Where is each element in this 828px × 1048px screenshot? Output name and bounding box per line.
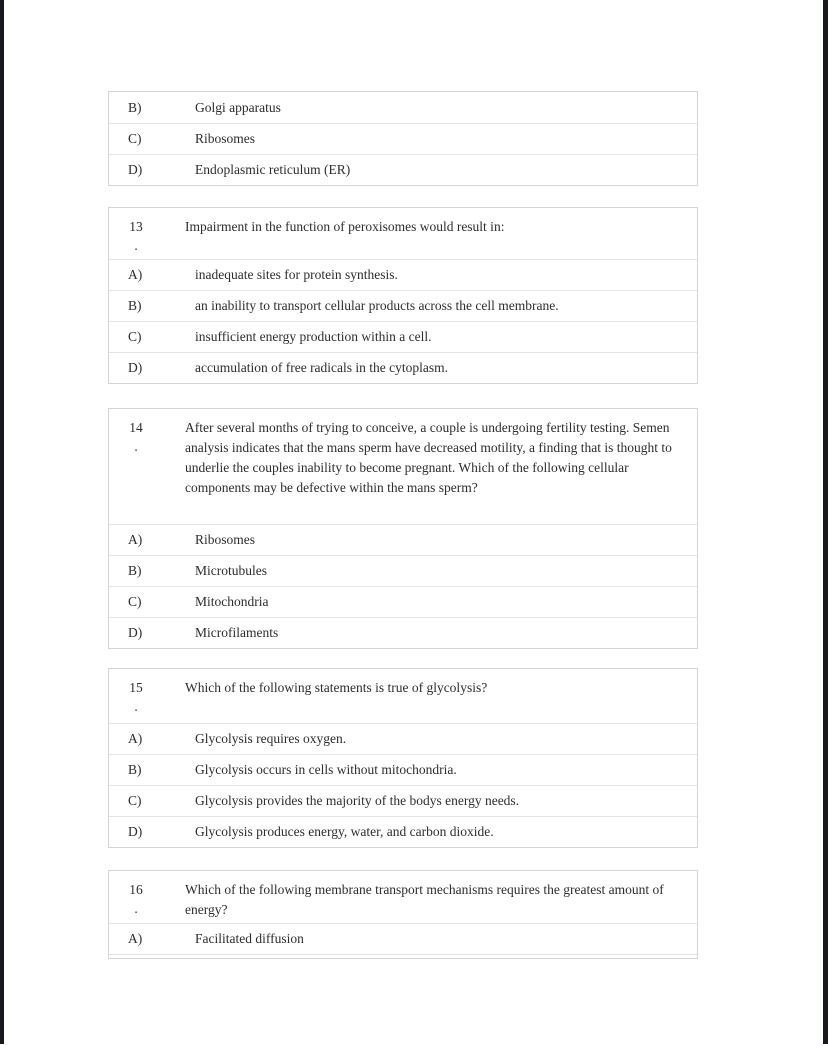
option-row xyxy=(109,321,697,352)
option-letter: B) xyxy=(128,99,142,115)
question-number-value: 16 xyxy=(129,882,143,897)
option-text: Microtubules xyxy=(195,563,267,578)
option-text: Glycolysis occurs in cells without mitochondria. xyxy=(195,762,457,777)
option-letter: B) xyxy=(128,762,142,777)
question-row xyxy=(109,871,697,923)
option-text: insufficient energy production within a cell. xyxy=(195,329,432,344)
question-table-15 xyxy=(108,668,698,848)
question-number xyxy=(109,208,185,259)
option-row xyxy=(109,617,697,648)
question-number xyxy=(109,669,185,723)
question-text: Which of the following membrane transport mechanisms requires the greatest amount of energy? xyxy=(185,882,664,917)
page-edge-left xyxy=(0,0,4,1044)
option-text: Microfilaments xyxy=(195,625,279,640)
question-number-period: . xyxy=(134,439,138,454)
option-text: Glycolysis provides the majority of the bodys energy needs. xyxy=(195,793,520,808)
option-row xyxy=(109,524,697,555)
option-text: an inability to transport cellular products across the cell membrane. xyxy=(195,298,559,313)
option-letter: C) xyxy=(128,594,142,609)
option-text: accumulation of free radicals in the cytoplasm. xyxy=(195,360,449,375)
option-row xyxy=(109,785,697,816)
option-row xyxy=(109,555,697,586)
option-text: Ribosomes xyxy=(195,532,256,547)
option-text: Ribosomes xyxy=(195,131,256,146)
question-number-period: . xyxy=(134,699,138,714)
option-letter: A) xyxy=(128,267,143,282)
question-row xyxy=(109,409,697,524)
option-text: Facilitated diffusion xyxy=(195,931,304,946)
option-letter: A) xyxy=(128,931,143,946)
option-letter: C) xyxy=(128,329,142,344)
question-number-period: . xyxy=(134,901,138,916)
question-number-value: 14 xyxy=(129,420,143,435)
question-text: After several months of trying to conceive, a couple is undergoing fertility testing. Semen analysis indicates that the mans sperm have decreased motility, a finding that is thought to underlie the couples inability to become pregnant. Which of the following cellular components may be defective within the mans sperm? xyxy=(185,420,672,495)
option-row xyxy=(109,723,697,754)
option-row xyxy=(109,923,697,954)
question-text: Impairment in the function of peroxisomes would result in: xyxy=(185,219,505,234)
question-table-13 xyxy=(108,207,698,384)
question-number-value: 13 xyxy=(129,219,143,234)
question-number-period: . xyxy=(134,238,138,253)
option-letter: B) xyxy=(128,563,142,578)
option-row xyxy=(109,154,697,185)
question-row xyxy=(109,669,697,723)
question-table-partial xyxy=(108,91,698,186)
question-table-16 xyxy=(108,870,698,959)
option-letter: C) xyxy=(128,131,142,146)
question-number xyxy=(109,871,185,923)
option-row xyxy=(109,816,697,847)
option-text: Golgi apparatus xyxy=(195,99,281,115)
page-edge-right xyxy=(823,0,828,1044)
option-letter: C) xyxy=(128,793,142,808)
option-text: Endoplasmic reticulum (ER) xyxy=(195,162,351,177)
option-text: inadequate sites for protein synthesis. xyxy=(195,267,398,282)
question-row xyxy=(109,208,697,259)
question-text: Which of the following statements is true of glycolysis? xyxy=(185,680,488,695)
question-number-value: 15 xyxy=(129,680,143,695)
option-letter: B) xyxy=(128,298,142,313)
option-text: Mitochondria xyxy=(195,594,269,609)
option-row xyxy=(109,754,697,785)
clipped-next-row xyxy=(109,954,697,958)
question-table-14 xyxy=(108,408,698,649)
option-text: Glycolysis requires oxygen. xyxy=(195,731,347,746)
option-row xyxy=(109,123,697,154)
option-row xyxy=(109,586,697,617)
option-row xyxy=(109,352,697,383)
option-letter: D) xyxy=(128,824,143,839)
option-letter: D) xyxy=(128,162,143,177)
option-row xyxy=(109,92,697,123)
option-letter: A) xyxy=(128,731,143,746)
option-letter: D) xyxy=(128,360,143,375)
option-row xyxy=(109,290,697,321)
option-row xyxy=(109,259,697,290)
option-letter: D) xyxy=(128,625,143,640)
option-letter: A) xyxy=(128,532,143,547)
option-text: Glycolysis produces energy, water, and carbon dioxide. xyxy=(195,824,494,839)
question-number xyxy=(109,409,185,524)
